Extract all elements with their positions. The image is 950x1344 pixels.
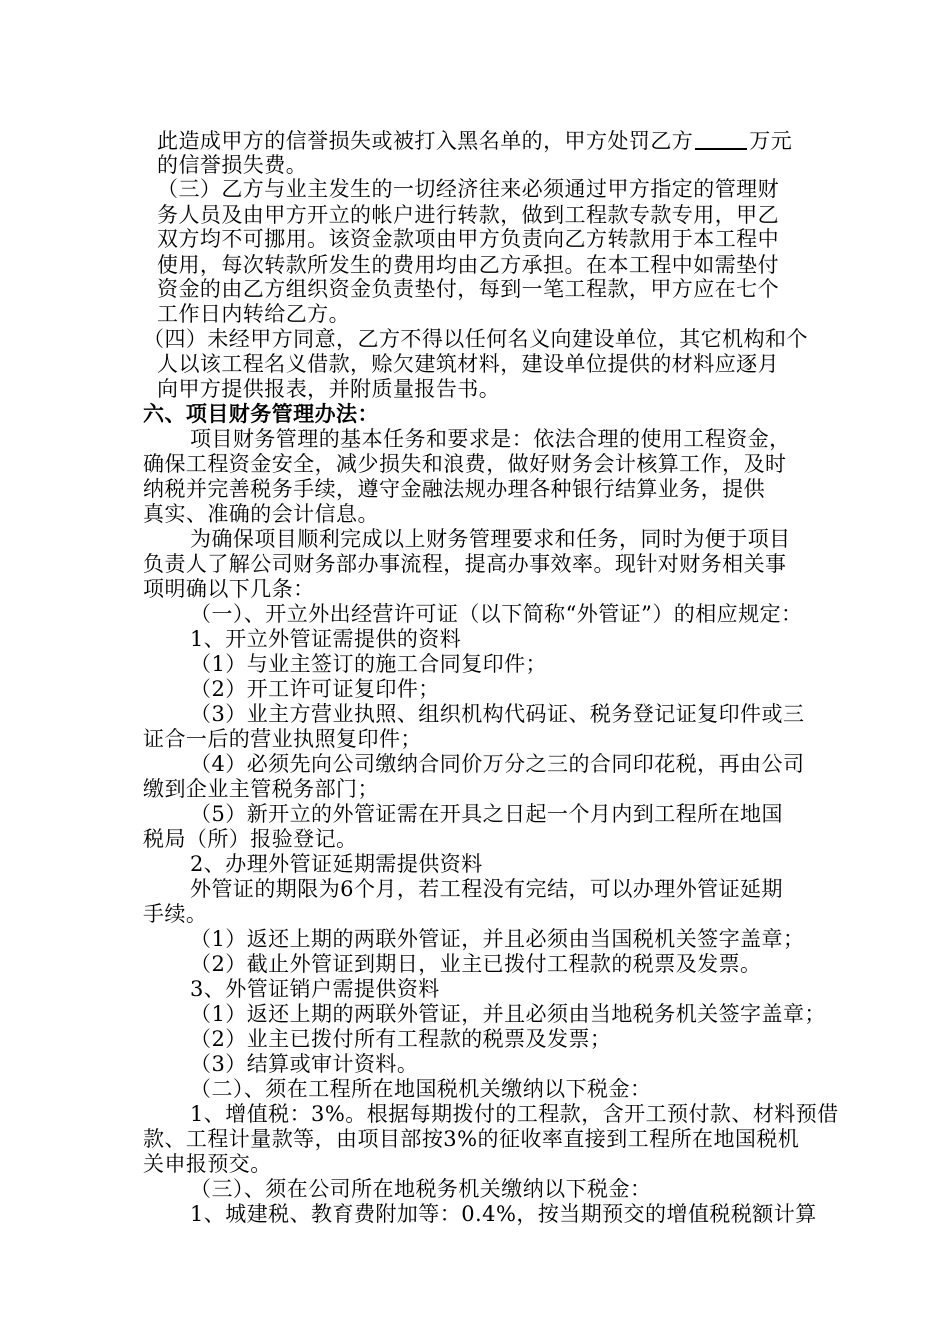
list-item: （1）返还上期的两联外管证，并且必须由当国税机关签字盖章；: [190, 927, 805, 951]
paragraph-line: 关申报预交。: [143, 1152, 272, 1176]
list-item: （3）业主方营业执照、组织机构代码证、税务登记证复印件或三: [190, 702, 805, 726]
list-item: （2）业主已拨付所有工程款的税票及发票；: [190, 1027, 612, 1051]
list-item: （4）必须先向公司缴纳合同价万分之三的合同印花税，再由公司: [190, 752, 805, 776]
list-item-heading: 3、外管证销户需提供资料: [190, 977, 440, 1001]
paragraph-line: 项目财务管理的基本任务和要求是：依法合理的使用工程资金，: [190, 427, 791, 451]
paragraph-line: 双方均不可挪用。该资金款项由甲方负责向乙方转款用于本工程中: [157, 227, 780, 251]
paragraph-line: 工作日内转给乙方。: [157, 302, 351, 326]
list-item: （2）开工许可证复印件；: [190, 677, 440, 701]
list-item: （5）新开立的外管证需在开具之日起一个月内到工程所在地国: [190, 802, 783, 826]
list-item: （3）结算或审计资料。: [190, 1052, 419, 1076]
paragraph-line: 为确保项目顺利完成以上财务管理要求和任务，同时为便于项目: [190, 527, 791, 551]
list-item: （1）与业主签订的施工合同复印件；: [190, 652, 548, 676]
paragraph-line: 的信誉损失费。: [157, 153, 308, 177]
line-suffix: 万元: [749, 129, 793, 153]
blank-amount-field: [695, 130, 747, 150]
paragraph-line: 负责人了解公司财务部办事流程，提高办事效率。现针对财务相关事: [143, 552, 787, 576]
paragraph-line: 1、增值税：3%。根据每期拨付的工程款，含开工预付款、材料预借: [190, 1102, 839, 1126]
list-item: （2）截止外管证到期日，业主已拨付工程款的税票及发票。: [190, 952, 762, 976]
list-item-heading: 1、开立外管证需提供的资料: [190, 627, 462, 651]
list-item-continuation: 证合一后的营业执照复印件；: [143, 727, 422, 751]
list-item-heading: 2、办理外管证延期需提供资料: [190, 852, 483, 876]
subsection-heading-one: （一）、开立外出经营许可证（以下简称“外管证”）的相应规定：: [190, 602, 803, 626]
list-item-continuation: 税局（所）报验登记。: [143, 827, 358, 851]
paragraph-line: 1、城建税、教育费附加等：0.4%，按当期预交的增值税税额计算: [190, 1202, 817, 1226]
paragraph-line: 向甲方提供报表，并附质量报告书。: [157, 377, 501, 401]
paragraph-line: 纳税并完善税务手续，遵守金融法规办理各种银行结算业务，提供: [143, 477, 766, 501]
line-text: 此造成甲方的信誉损失或被打入黑名单的，甲方处罚乙方: [157, 129, 694, 153]
paragraph-line: 外管证的期限为6个月，若工程没有完结，可以办理外管证延期: [190, 877, 783, 901]
clause-four-line: （四）未经甲方同意，乙方不得以任何名义向建设单位，其它机构和个: [143, 327, 808, 351]
paragraph-line: 真实、准确的会计信息。: [143, 502, 379, 526]
subsection-heading-three: （三）、须在公司所在地税务机关缴纳以下税金：: [190, 1177, 652, 1201]
clause-three-line: （三）乙方与业主发生的一切经济往来必须通过甲方指定的管理财: [157, 177, 780, 201]
paragraph-line-penalty: [157, 128, 792, 154]
paragraph-line: 使用，每次转款所发生的费用均由乙方承担。在本工程中如需垫付: [157, 253, 780, 277]
paragraph-line: 手续。: [143, 902, 208, 926]
list-item: （1）返还上期的两联外管证，并且必须由当地税务机关签字盖章；: [190, 1002, 826, 1026]
section-heading-finance: 六、项目财务管理办法：: [143, 401, 379, 426]
list-item-continuation: 缴到企业主管税务部门；: [143, 777, 379, 801]
paragraph-line: 人以该工程名义借款，赊欠建筑材料，建设单位提供的材料应逐月: [157, 352, 780, 376]
subsection-heading-two: （二）、须在工程所在地国税机关缴纳以下税金：: [190, 1077, 652, 1101]
paragraph-line: 确保工程资金安全，减少损失和浪费，做好财务会计核算工作，及时: [143, 452, 787, 476]
paragraph-line: 款、工程计量款等，由项目部按3%的征收率直接到工程所在地国税机: [143, 1127, 800, 1151]
paragraph-line: 项明确以下几条：: [143, 577, 315, 601]
paragraph-line: 资金的由乙方组织资金负责垫付，每到一笔工程款，甲方应在七个: [157, 277, 780, 301]
paragraph-line: 务人员及由甲方开立的帐户进行转款，做到工程款专款专用，甲乙: [157, 203, 780, 227]
